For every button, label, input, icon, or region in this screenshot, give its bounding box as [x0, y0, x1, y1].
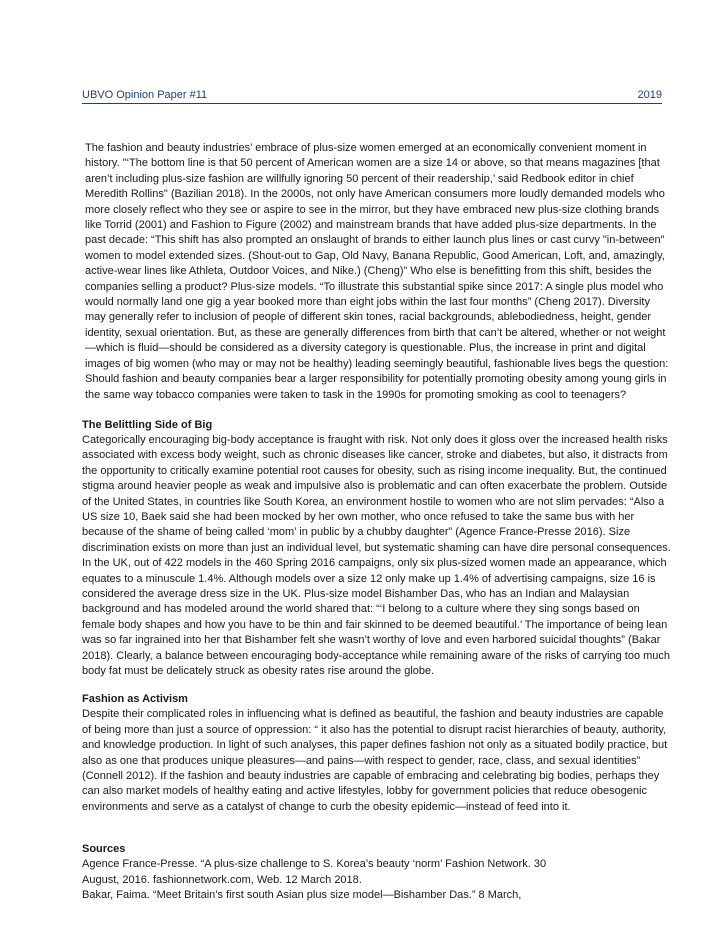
activism-paragraph: Despite their complicated roles in influencing what is defined as beautiful, the fashion and beauty industries are capable of being more than just a source of oppression: “ it also has the potential to disrupt racist hierarchies of beauty, authority, and knowledge production. In light of such analyses, this paper defines fashion not only as a situated bodily practice, but also as one that produces unique pleasures—and pains—with respect to gender, race, class, and sexual identities” (Connell 2012). If the fashion and beauty industries are capable of embracing and celebrating big bodies, perhaps they can also market models of healthy eating and active lifestyles, lobby for government policies that reduce obesogenic environments and serve as a catalyst of change to curb the obesity epidemic—instead of feed into it. — [82, 708, 668, 813]
section-heading-activism: Fashion as Activism — [82, 693, 188, 706]
section-heading-belittling: The Belittling Side of Big — [82, 418, 213, 431]
header-title: UBVO Opinion Paper #11 — [82, 89, 208, 101]
source-line: August, 2016. fashionnetwork.com, Web. 12 March 2018. — [82, 873, 362, 886]
source-line: Bakar, Faima. “Meet Britain’s first south Asian plus size model—Bishamber Das.” 8 March, — [82, 889, 522, 902]
section-heading-sources: Sources — [82, 843, 126, 856]
source-line: Agence France-Presse. “A plus-size challenge to S. Korea’s beauty ‘norm’ Fashion Network. 30 — [82, 858, 547, 871]
page-header — [82, 87, 662, 104]
document-body — [82, 141, 672, 904]
intro-paragraph: The fashion and beauty industries’ embrace of plus-size women emerged at an economically convenient moment in history. "‘The bottom line is that 50 percent of American women are a size 14 or above, so that means magazines [that aren’t including plus-size fashion are willfully ignoring 50 percent of their readership,’ said Redbook editor in chief Meredith Rollins" (Bazilian 2018). In the 2000s, not only have American consumers more loudly demanded models who more closely reflect who they see or aspire to see in the mirror, but they have embraced new plus-size clothing brands like Torrid (2001) and Fashion to Figure (2002) and mainstream brands that have added plus-size departments. In the past decade: “This shift has also prompted an onslaught of brands to either launch plus lines or cast curvy "in-between" women to model extended sizes. (Shout-out to Gap, Old Navy, Banana Republic, Good American, Loft, and, amazingly, active-wear lines like Athleta, Outdoor Voices, and Nike.) (Cheng)” Who else is benefitting from this shift, besides the companies selling a product? Plus-size models. “To illustrate this substantial spike since 2017: A single plus model who would normally land one gig a year booked more than eight jobs within the last four months” (Cheng 2017). Diversity may generally refer to inclusion of people of different skin tones, racial backgrounds, ablebodiedness, height, gender identity, sexual orientation. But, as these are generally differences from birth that can’t be altered, whether or not weight—which is fluid—should be considered as a diversity category is questionable. Plus, the increase in print and digital images of big women (who may or may not be healthy) leading seemingly beautiful, fashionable lives begs the question: Should fashion and beauty companies bear a larger responsibility for potentially promoting obesity among young girls in the same way tobacco companies were taken to task in the 1990s for promoting smoking as cool to teenagers? — [85, 142, 669, 401]
header-year: 2019 — [637, 89, 662, 101]
sources-section — [82, 842, 672, 904]
belittling-paragraph: Categorically encouraging big-body acceptance is fraught with risk. Not only does it gloss over the increased health risks associated with excess body weight, such as chronic diseases like cancer, stroke and diabetes, but also, it distracts from the opportunity to critically examine potential root causes for obesity, such as rising income inequality. But, the continued stigma around heavier people as weak and impulsive also is problematic and can often exacerbate the problem. Outside of the United States, in countries like South Korea, an environment hostile to women who are not slim pervades: “Also a US size 10, Baek said she had been mocked by her own mother, who once refused to take the same bus with her because of the shame of being called ‘mom’ in public by a chubby daughter” (Agence France-Presse 2016). Size discrimination exists on more than just an individual level, but systematic shaming can have dire personal consequences. In the UK, out of 422 models in the 460 Spring 2016 campaigns, only six plus-sized women made an appearance, which equates to a minuscule 1.4%. Although models over a size 12 only make up 1.4% of advertising campaigns, size 16 is considered the average dress size in the UK. Plus-size model Bishamber Das, who has an Indian and Malaysian background and has modeled around the world shared that: “‘I belong to a culture where they sing songs based on female body shapes and how you have to be thin and fair skinned to be deemed beautiful.’ The importance of being lean was so far ingrained into her that Bishamber felt she wasn’t worthy of love and even harbored suicidal thoughts” (Bakar 2018). Clearly, a balance between encouraging body-acceptance while remaining aware of the risks of carrying too much body fat must be delicately struck as obesity rates rise around the globe. — [82, 433, 671, 677]
